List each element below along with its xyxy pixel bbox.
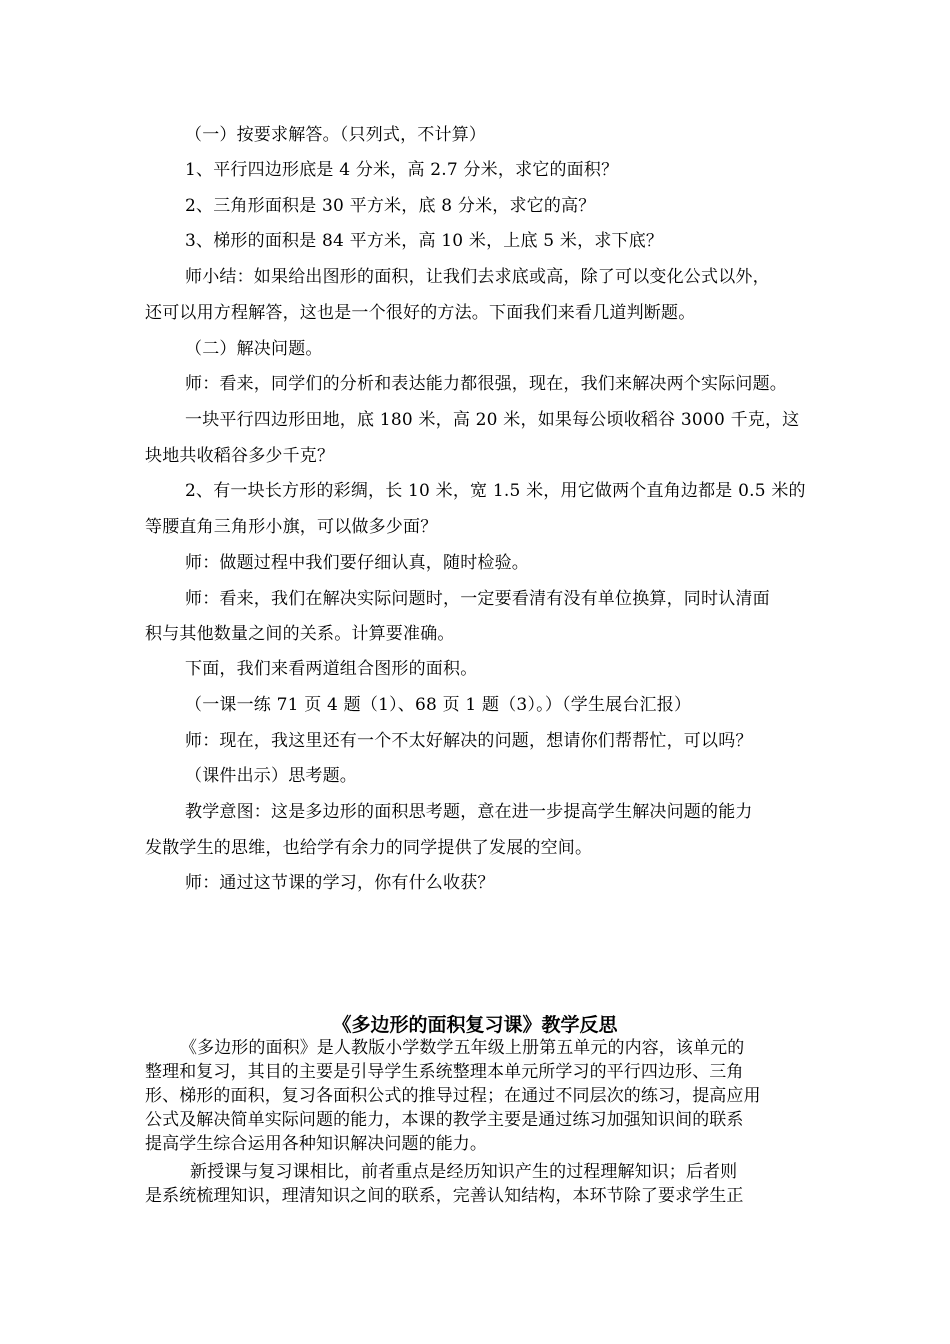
teaching-intent: 教学意图：这是多边形的面积思考题，意在进一步提高学生解决问题的能力 [185, 802, 753, 822]
problem-2-cont: 等腰直角三角形小旗，可以做多少面？ [145, 517, 438, 537]
teacher-question: 师：现在，我这里还有一个不太好解决的问题，想请你们帮帮忙，可以吗？ [185, 731, 753, 751]
teacher-remark: 师：看来，同学们的分析和表达能力都很强，现在，我们来解决两个实际问题。 [185, 374, 787, 394]
problem-1: 一块平行四边形田地，底 180 米，高 20 米，如果每公顷收稻谷 3000 千克，这 [185, 410, 800, 430]
teacher-note-cont: 积与其他数量之间的关系。计算要准确。 [145, 624, 455, 644]
question-2: 2、三角形面积是 30 平方米，底 8 分米，求它的高？ [185, 196, 596, 216]
problem-1-cont: 块地共收稻谷多少千克？ [145, 446, 335, 466]
teacher-summary-cont: 还可以用方程解答，这也是一个很好的方法。下面我们来看几道判断题。 [145, 303, 696, 323]
task-heading-2: （二）解决问题。 [185, 339, 323, 359]
reflection-title: 《多边形的面积复习课》教学反思 [332, 1014, 618, 1036]
exercise-reference: （一课一练 71 页 4 题（1）、68 页 1 题（3）。）（学生展台汇报） [185, 695, 692, 715]
teaching-intent-cont: 发散学生的思维，也给学有余力的同学提供了发展的空间。 [145, 838, 593, 858]
reflection-paragraph-2-line-2: 是系统梳理知识，理清知识之间的联系，完善认知结构，本环节除了要求学生正 [145, 1186, 744, 1206]
teacher-reminder: 师：做题过程中我们要仔细认真，随时检验。 [185, 553, 529, 573]
teacher-note: 师：看来，我们在解决实际问题时，一定要看清有没有单位换算，同时认清面 [185, 589, 770, 609]
problem-2: 2、有一块长方形的彩绸，长 10 米，宽 1.5 米，用它做两个直角边都是 0.5 米的 [185, 481, 806, 501]
reflection-paragraph-2-line-1: 新授课与复习课相比，前者重点是经历知识产生的过程理解知识；后者则 [190, 1162, 738, 1182]
reflection-paragraph-1-line-3: 形、梯形的面积，复习各面积公式的推导过程；在通过不同层次的练习，提高应用 [145, 1086, 761, 1106]
composite-intro: 下面，我们来看两道组合图形的面积。 [185, 659, 478, 679]
question-1: 1、平行四边形底是 4 分米，高 2.7 分米，求它的面积？ [185, 160, 619, 180]
teacher-closing: 师：通过这节课的学习，你有什么收获？ [185, 873, 495, 893]
task-heading-1: （一）按要求解答。（只列式，不计算） [185, 125, 487, 145]
reflection-paragraph-1-line-1: 《多边形的面积》是人教版小学数学五年级上册第五单元的内容，该单元的 [180, 1038, 745, 1058]
reflection-paragraph-1-line-5: 提高学生综合运用各种知识解决问题的能力。 [145, 1134, 487, 1154]
teacher-summary: 师小结：如果给出图形的面积，让我们去求底或高，除了可以变化公式以外， [185, 267, 770, 287]
question-3: 3、梯形的面积是 84 平方米，高 10 米，上底 5 米，求下底？ [185, 231, 664, 251]
reflection-paragraph-1-line-2: 整理和复习，其目的主要是引导学生系统整理本单元所学习的平行四边形、三角 [145, 1062, 744, 1082]
courseware-note: （课件出示）思考题。 [185, 766, 357, 786]
reflection-paragraph-1-line-4: 公式及解决简单实际问题的能力，本课的教学主要是通过练习加强知识间的联系 [145, 1110, 744, 1130]
